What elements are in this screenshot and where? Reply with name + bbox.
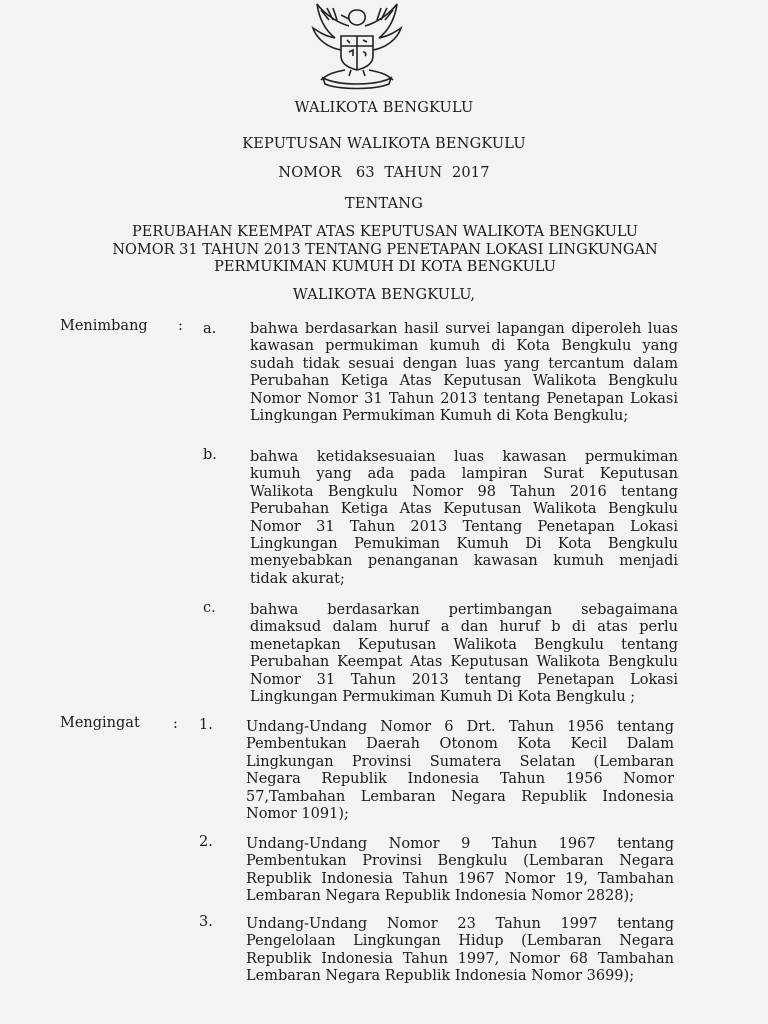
considering-colon: :: [178, 318, 183, 334]
item-mark-2: 2.: [199, 834, 213, 850]
text-line: Nomor 31 Tahun 2013 tentang Penetapan Lokasi: [250, 671, 678, 688]
text-line: Lembaran Negara Republik Indonesia Nomor 2828);: [246, 888, 635, 905]
text-line: Perubahan Ketiga Atas Keputusan Walikota Bengkulu: [250, 501, 678, 518]
text-line: menetapkan Keputusan Walikota Bengkulu tentang: [250, 636, 678, 653]
text-line: Pembentukan Daerah Otonom Kota Kecil Dalam: [246, 736, 674, 753]
text-line: Republik Indonesia Tahun 1967 Nomor 19, Tambahan: [246, 870, 674, 887]
considering-item-b: [250, 449, 678, 588]
about-heading: TENTANG: [345, 196, 423, 212]
authority-heading: WALIKOTA BENGKULU: [294, 100, 474, 116]
text-line: 57,Tambahan Lembaran Negara Republik Indonesia: [246, 788, 674, 805]
text-line: menyebabkan penanganan kawasan kumuh menjadi: [250, 553, 678, 570]
text-line: Nomor Nomor 31 Tahun 2013 tentang Penetapan Lokasi: [250, 390, 678, 407]
text-line: Perubahan Ketiga Atas Keputusan Walikota Bengkulu: [250, 373, 678, 390]
text-line: Lingkungan Pemukiman Kumuh Di Kota Bengkulu: [250, 536, 678, 553]
text-line: bahwa ketidaksesuaian luas kawasan permukiman: [250, 449, 678, 465]
garuda-emblem-icon: [305, 2, 410, 90]
decree-subject: [60, 224, 710, 277]
item-mark-1: 1.: [199, 717, 213, 733]
considering-item-a: [250, 321, 678, 425]
remembering-colon: :: [173, 716, 178, 732]
text-line: Undang-Undang Nomor 23 Tahun 1997 tentang: [246, 916, 674, 932]
considering-item-c: [250, 602, 678, 706]
text-line: dimaksud dalam huruf a dan huruf b di atas perlu: [250, 619, 678, 636]
text-line: Perubahan Keempat Atas Keputusan Walikota Bengkulu: [250, 654, 678, 671]
subject-line: NOMOR 31 TAHUN 2013 TENTANG PENETAPAN LOKASI LINGKUNGAN: [112, 241, 658, 258]
subject-line: PERMUKIMAN KUMUH DI KOTA BENGKULU: [214, 259, 556, 275]
text-line: bahwa berdasarkan pertimbangan sebagaimana: [250, 602, 678, 618]
item-mark-3: 3.: [199, 914, 213, 930]
text-line: Nomor 31 Tahun 2013 Tentang Penetapan Lokasi: [250, 518, 678, 535]
remembering-item-3: [246, 916, 674, 986]
subject-line: PERUBAHAN KEEMPAT ATAS KEPUTUSAN WALIKOTA BENGKULU: [132, 224, 638, 240]
remembering-item-1: [246, 719, 674, 823]
item-mark-a: a.: [203, 321, 217, 337]
text-line: Lingkungan Permukiman Kumuh Di Kota Bengkulu ;: [250, 689, 636, 706]
text-line: kumuh yang ada pada lampiran Surat Keputusan: [250, 466, 678, 483]
item-mark-b: b.: [203, 447, 217, 463]
considering-label: Menimbang: [60, 318, 148, 334]
text-line: Undang-Undang Nomor 9 Tahun 1967 tentang: [246, 836, 674, 852]
text-line: Undang-Undang Nomor 6 Drt. Tahun 1956 tentang: [246, 719, 674, 735]
text-line: Pembentukan Provinsi Bengkulu (Lembaran Negara: [246, 853, 674, 870]
text-line: Nomor 1091);: [246, 806, 349, 823]
text-line: Lembaran Negara Republik Indonesia Nomor 3699);: [246, 968, 635, 985]
text-line: kawasan permukiman kumuh di Kota Bengkulu yang: [250, 338, 678, 355]
remembering-item-2: [246, 836, 674, 906]
remembering-label: Mengingat: [60, 715, 140, 731]
text-line: Republik Indonesia Tahun 1997, Nomor 68 Tambahan: [246, 950, 674, 967]
decree-title: KEPUTUSAN WALIKOTA BENGKULU: [242, 136, 526, 152]
text-line: Lingkungan Permukiman Kumuh di Kota Bengkulu;: [250, 408, 629, 425]
issuer-heading: WALIKOTA BENGKULU,: [292, 287, 476, 303]
text-line: Lingkungan Provinsi Sumatera Selatan (Lembaran: [246, 753, 674, 770]
text-line: Walikota Bengkulu Nomor 98 Tahun 2016 tentang: [250, 483, 678, 500]
text-line: sudah tidak sesuai dengan luas yang tercantum dalam: [250, 355, 678, 372]
text-line: Pengelolaan Lingkungan Hidup (Lembaran Negara: [246, 933, 674, 950]
item-mark-c: c.: [203, 600, 216, 616]
decree-number: NOMOR 63 TAHUN 2017: [278, 165, 490, 181]
text-line: bahwa berdasarkan hasil survei lapangan diperoleh luas: [250, 321, 678, 337]
text-line: Negara Republik Indonesia Tahun 1956 Nomor: [246, 771, 674, 788]
text-line: tidak akurat;: [250, 570, 345, 587]
